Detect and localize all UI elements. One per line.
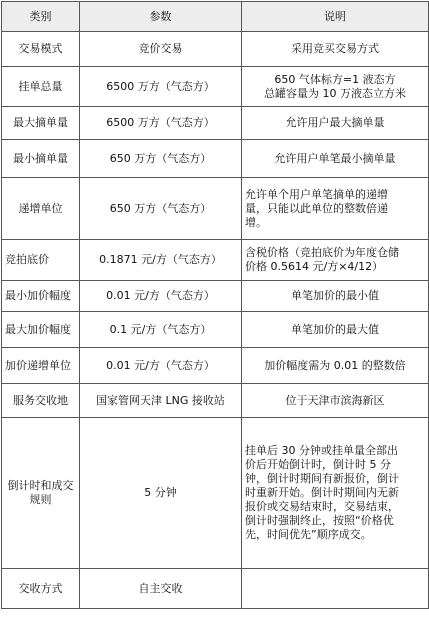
row-parameter: 650 万方（气态方） (80, 178, 242, 240)
row-parameter: 5 分钟 (80, 418, 242, 569)
table-row (2, 569, 429, 609)
row-parameter: 自主交收 (80, 569, 242, 609)
row-category: 交易模式 (2, 32, 80, 67)
row-parameter: 0.01 元/方（气态方） (80, 281, 242, 312)
table-row (2, 32, 429, 67)
row-category: 倒计时和成交 规则 (2, 418, 80, 569)
row-description: 允许用户最大摘单量 (242, 107, 429, 140)
row-category: 最大摘单量 (2, 107, 80, 140)
auction-parameters-table (1, 1, 429, 609)
row-category: 递增单位 (2, 178, 80, 240)
row-category: 最小摘单量 (2, 140, 80, 178)
row-description: 加价幅度需为 0.01 的整数倍 (242, 348, 429, 384)
row-description: 位于天津市滨海新区 (242, 384, 429, 418)
table-header-row (2, 2, 429, 32)
table-row (2, 107, 429, 140)
row-parameter: 0.01 元/方（气态方） (80, 348, 242, 384)
row-description: 650 气体标方=1 液态方 总罐容量为 10 万液态立方米 (242, 67, 429, 107)
header-category: 类别 (2, 2, 80, 32)
table-row (2, 67, 429, 107)
row-parameter: 0.1871 元/方（气态方） (80, 240, 242, 281)
row-category: 交收方式 (2, 569, 80, 609)
row-parameter: 6500 万方（气态方） (80, 107, 242, 140)
table-row (2, 240, 429, 281)
row-parameter: 0.1 元/方（气态方） (80, 312, 242, 348)
row-category: 加价递增单位 (2, 348, 80, 384)
row-description: 单笔加价的最大值 (242, 312, 429, 348)
table-row (2, 281, 429, 312)
table-row (2, 348, 429, 384)
row-description: 含税价格（竞拍底价为年度仓储 价格 0.5614 元/方×4/12） (242, 240, 429, 281)
row-category: 挂单总量 (2, 67, 80, 107)
header-description: 说明 (242, 2, 429, 32)
row-parameter: 6500 万方（气态方） (80, 67, 242, 107)
row-parameter: 国家管网天津 LNG 接收站 (80, 384, 242, 418)
row-description (242, 569, 429, 609)
table-row (2, 418, 429, 569)
row-description: 采用竞买交易方式 (242, 32, 429, 67)
row-category: 最大加价幅度 (2, 312, 80, 348)
row-description: 挂单后 30 分钟或挂单量全部出 价后开始倒计时，倒计时 5 分 钟，倒计时期间有新报价，倒计 时重新开始。倒计时期间内无新 报价或交易结束时，交易结束， 倒计时强制终止，按照“价格优 先，时间优先”顺序成交。 (242, 418, 429, 569)
row-category: 竞拍底价 (2, 240, 80, 281)
row-description: 单笔加价的最小值 (242, 281, 429, 312)
row-category: 服务交收地 (2, 384, 80, 418)
header-parameter: 参数 (80, 2, 242, 32)
table-row (2, 312, 429, 348)
row-parameter: 650 万方（气态方） (80, 140, 242, 178)
row-description: 允许单个用户单笔摘单的递增 量，只能以此单位的整数倍递 增。 (242, 178, 429, 240)
table-row (2, 140, 429, 178)
table-row (2, 384, 429, 418)
table-row (2, 178, 429, 240)
row-category: 最小加价幅度 (2, 281, 80, 312)
row-parameter: 竞价交易 (80, 32, 242, 67)
row-description: 允许用户单笔最小摘单量 (242, 140, 429, 178)
